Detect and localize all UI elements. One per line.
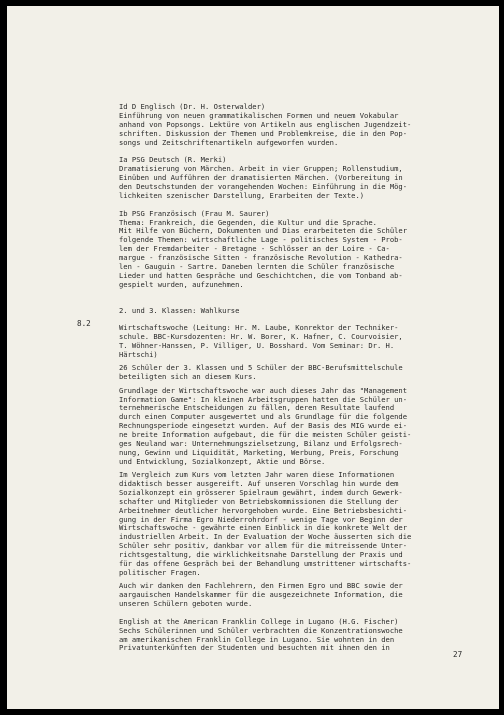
- text-line: aargauischen Handelskammer für die ausgezeichnete Information, die: [119, 590, 403, 600]
- paragraph-first-line: Id D Englisch (Dr. H. Osterwalder): [119, 102, 266, 111]
- text-line: lem der Fremdarbeiter - Bretagne - Schlösser an der Loire - Ca-: [119, 244, 390, 254]
- text-line: gung in der Firma Egro Niederrohrdorf - wenige Tage vor Beginn der: [119, 514, 403, 524]
- text-line: Sechs Schülerinnen und Schüler verbrachten die Konzentrationswoche: [119, 625, 403, 635]
- text-line: Privatunterkünften der Studenten und besuchten mit ihnen den in: [119, 643, 390, 653]
- paragraph-first-line: Auch wir danken den Fachlehrern, den Firmen Egro und BBC sowie der: [119, 581, 403, 591]
- text-line: ges Neuland war: Unternehmungszielsetzung, Bilanz und Erfolgsrech-: [119, 438, 403, 448]
- paragraph-first-line: Ib PSG Französisch (Frau M. Saurer): [119, 208, 270, 218]
- text-line: Einführung von neuen grammatikalischen Formen und neuem Vokabular: [119, 110, 399, 120]
- paragraph: [119, 618, 449, 654]
- section-number: 8.2: [77, 319, 91, 328]
- document-body: [119, 103, 449, 653]
- paragraph: [119, 324, 449, 360]
- text-line: songs und Zeitschriftenartikeln aufgeworfen wurden.: [119, 137, 339, 147]
- text-line: politischer Fragen.: [119, 567, 201, 577]
- text-line: schafter und Mitglieder von Betriebskommissionen die Stellung der: [119, 496, 399, 506]
- text-line: didaktisch besser ausgereift. Auf unseren Vorschlag hin wurde dem: [119, 478, 399, 488]
- text-line: Lieder und hatten Gespräche und Geschichtchen, die vom Tonband ab-: [119, 270, 403, 280]
- text-line: und Entwicklung, Sozialkonzept, Aktie und Börse.: [119, 456, 326, 466]
- paragraph-first-line: Wirtschaftswoche (Leitung: Hr. M. Laube, Konrektor der Techniker-: [119, 323, 399, 333]
- text-line: Rechnungsperiode eingesetzt wurden. Auf der Basis des MIG wurde ei-: [119, 421, 408, 431]
- text-line: nung, Gewinn und Liquidität, Marketing, Werbung, Preis, Forschung: [119, 447, 399, 457]
- text-line: Härtschi): [119, 350, 158, 360]
- paragraph: [119, 471, 449, 578]
- text-line: für das offene Gespräch bei der Behandlung umstrittener wirtschafts-: [119, 558, 412, 568]
- text-line: Einüben und Aufführen der dramatisierten Märchen. (Vorbereitung in: [119, 173, 403, 183]
- text-line: Information Game": In kleinen Arbeitsgruppen hatten die Schüler un-: [119, 394, 408, 404]
- text-line: schriften. Diskussion der Themen und Problemkreise, die in den Pop-: [119, 128, 408, 138]
- text-line: anhand von Popsongs. Lektüre von Artikeln aus englischen Jugendzeit-: [119, 119, 412, 129]
- paragraph-spacer: [119, 290, 449, 307]
- paragraph: [119, 103, 449, 147]
- paragraph-first-line: Grundlage der Wirtschaftswoche war auch dieses Jahr das "Management: [119, 385, 408, 395]
- text-line: Arbeitnehmer deutlicher hervorgehoben wurde. Eine Betriebsbesichti-: [119, 505, 408, 515]
- text-line: ne breite Information aufgebaut, die für die meisten Schüler geisti-: [119, 430, 412, 440]
- text-line: richtsgestaltung, die wirklichkeitsnahe Darstellung der Praxis und: [119, 550, 403, 560]
- paragraph-first-line: 26 Schüler der 3. Klassen und 5 Schüler der BBC-Berufsmittelschule: [119, 363, 403, 373]
- text-line: schule. BBC-Kursdozenten: Hr. W. Borer, K. Hafner, C. Courvoisier,: [119, 332, 403, 342]
- text-line: lichkeiten szenischer Darstellung, Erarbeiten der Texte.): [119, 190, 365, 200]
- text-line: Wirtschaftswoche - gewährte einen Einblick in die konkrete Welt der: [119, 523, 408, 533]
- text-line: len - Gauguin - Sartre. Daneben lernten die Schüler französische: [119, 262, 395, 272]
- paragraph: [119, 582, 449, 609]
- text-line: industriellen Arbeit. In der Evaluation der Woche äusserten sich die: [119, 532, 412, 542]
- text-line: gespielt wurden, aufzunehmen.: [119, 279, 244, 289]
- text-line: unseren Schülern geboten wurde.: [119, 598, 253, 608]
- paragraph: [119, 364, 449, 382]
- text-line: Dramatisierung von Märchen. Arbeit in vier Gruppen; Rollenstudium,: [119, 164, 403, 174]
- text-line: T. Wöhner-Hanssen, P. Villiger, U. Bosshard. Vom Seminar: Dr. H.: [119, 341, 395, 351]
- paragraph-first-line: English at the American Franklin College in Lugano (H.G. Fischer): [119, 616, 399, 626]
- text-line: ternehmerische Entscheidungen zu fällen, deren Resultate laufend: [119, 403, 395, 413]
- paragraph: [119, 307, 449, 316]
- text-line: Schüler sehr positiv, dankbar vor allem für die mitreissende Unter-: [119, 541, 408, 551]
- text-line: margue - französische Sitten - französische Revolution - Kathedra-: [119, 253, 403, 263]
- text-line: folgende Themen: wirtschaftliche Lage - politisches System - Prob-: [119, 235, 403, 245]
- text-line: beteiligten sich an diesem Kurs.: [119, 372, 257, 382]
- paragraph-first-line: Im Vergleich zum Kurs vom letzten Jahr waren diese Informationen: [119, 470, 395, 480]
- paragraph-first-line: Ia PSG Deutsch (R. Merki): [119, 155, 227, 165]
- paragraph: [119, 156, 449, 200]
- paragraph-first-line: 2. und 3. Klassen: Wahlkurse: [119, 305, 240, 315]
- page-number: 27: [453, 650, 463, 659]
- text-line: am amerikanischen Franklin College in Lugano. Sie wohnten in den: [119, 634, 395, 644]
- paragraph: [119, 210, 449, 290]
- text-line: Sozialkonzept ein grösserer Spielraum gewährt, indem durch Gewerk-: [119, 487, 403, 497]
- text-line: durch einen Computer ausgewertet und als Grundlage für die folgende: [119, 412, 408, 422]
- text-line: Mit Hilfe von Büchern, Dokumenten und Dias erarbeiteten die Schüler: [119, 226, 408, 236]
- text-line: den Deutschstunden der vorangehenden Wochen: Einführung in die Mög-: [119, 182, 408, 192]
- paragraph: [119, 387, 449, 467]
- text-line: Thema: Frankreich, die Gegenden, die Kultur und die Sprache.: [119, 217, 377, 227]
